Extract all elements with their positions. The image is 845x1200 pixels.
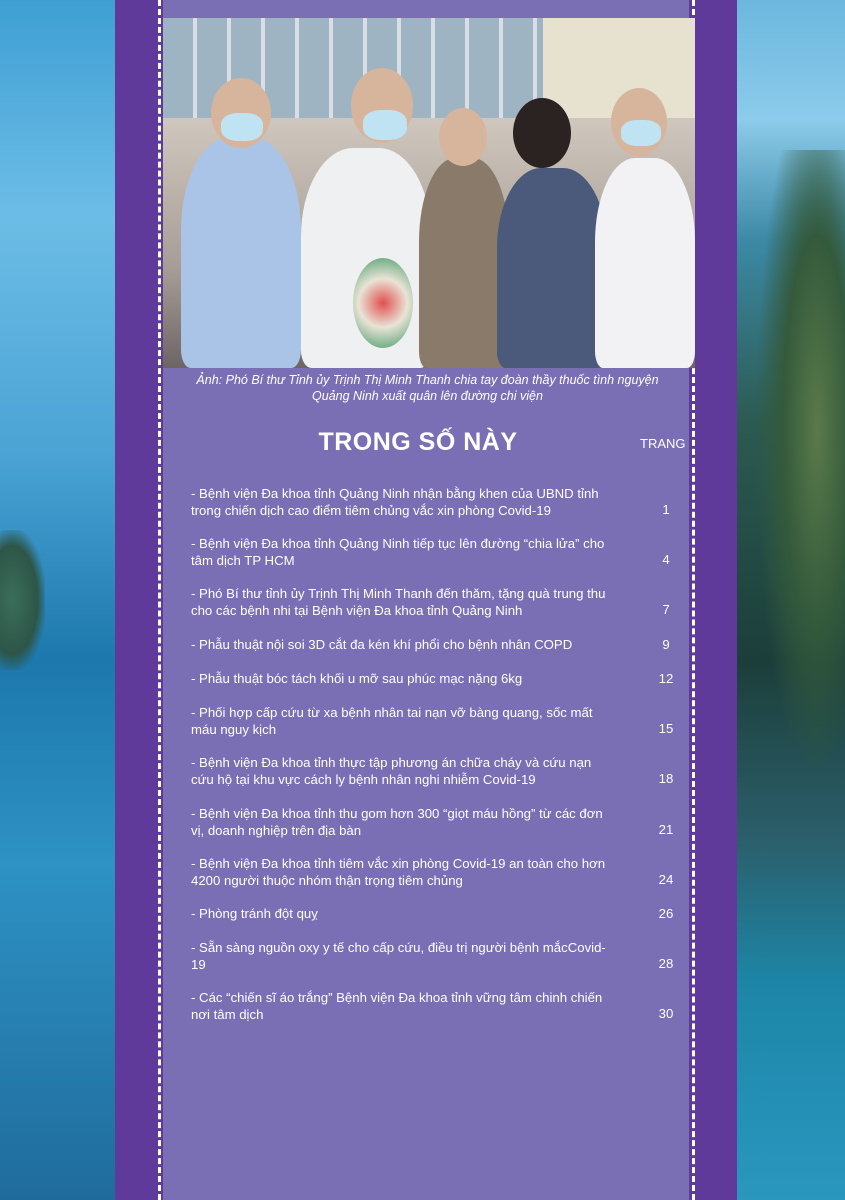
toc-entry-page: 12 [658,671,674,686]
photo-person [595,158,695,368]
sea-background-right [737,0,845,1200]
photo-flower-bouquet [353,258,413,348]
toc-entry-page: 4 [662,552,670,567]
toc-entry-line: trong chiến dịch cao điểm tiêm chủng vắc xin phòng Covid-19 [191,502,551,518]
toc-entry-page: 7 [662,602,670,617]
toc-entry-line: - Phòng tránh đột quỵ [191,906,318,921]
toc-entry-title [191,806,626,839]
toc-entry-line: - Phẫu thuật nội soi 3D cắt đa kén khí phổi cho bệnh nhân COPD [191,637,573,652]
toc-entry-title [191,637,626,654]
toc-entry-line: cho các bệnh nhi tại Bệnh viện Đa khoa tỉnh Quảng Ninh [191,602,523,618]
toc-title: TRONG SỐ NÀY [318,428,518,456]
toc-entry-title [191,671,626,688]
toc-entry-page: 30 [658,1006,674,1021]
toc-entry-title [191,586,626,619]
toc-entry-title [191,906,626,923]
toc-entry-title [191,486,626,519]
photo-caption [160,372,695,404]
photo-doctor-mask [363,110,407,140]
photo-person-mask [221,113,263,141]
photo-caption-line-2: Quảng Ninh xuất quân lên đường chi viện [312,389,543,403]
toc-entry-line: 19 [191,956,206,972]
photo-person-head [439,108,487,166]
toc-entry-line: nơi tâm dịch [191,1006,264,1022]
cover-photo [163,18,695,368]
toc-entry-line: - Sẵn sàng nguồn oxy y tế cho cấp cứu, điều trị người bệnh mắcCovid- [191,940,606,955]
toc-entry-page: 9 [662,637,670,652]
photo-person [419,158,509,368]
toc-entry-line: - Phối hợp cấp cứu từ xa bệnh nhân tai nạn vỡ bàng quang, sốc mất [191,705,593,720]
toc-entry-title [191,536,626,569]
toc-entry-line: - Bệnh viện Đa khoa tỉnh thu gom hơn 300 “giọt máu hồng” từ các đơn [191,806,603,821]
toc-entry-title [191,856,626,889]
toc-entry-line: - Bệnh viện Đa khoa tỉnh Quảng Ninh nhận bằng khen của UBND tỉnh [191,486,599,501]
toc-entry-title [191,940,626,973]
toc-entry-line: - Bệnh viện Đa khoa tỉnh tiêm vắc xin phòng Covid-19 an toàn cho hơn [191,856,606,871]
toc-entry-line: - Bệnh viện Đa khoa tỉnh thực tập phương án chữa cháy và cứu nạn [191,755,592,770]
toc-entry-line: - Phẫu thuật bóc tách khối u mỡ sau phúc mạc nặng 6kg [191,671,523,686]
photo-person [181,138,301,368]
toc-entry-line: - Bệnh viện Đa khoa tỉnh Quảng Ninh tiếp tục lên đường “chia lửa” cho [191,536,605,551]
toc-entry-page: 18 [658,771,674,786]
toc-entry-page: 21 [658,822,674,837]
toc-entry-page: 15 [658,721,674,736]
toc-entry-title [191,755,626,788]
toc-entry-title [191,705,626,738]
toc-entry-line: - Phó Bí thư tỉnh ủy Trịnh Thị Minh Thanh đến thăm, tặng quà trung thu [191,586,606,601]
toc-entry-line: cứu hộ tại khu vực cách ly bệnh nhân nghi nhiễm Covid-19 [191,771,536,787]
toc-page-header: TRANG [640,436,686,451]
toc-entry-line: - Các “chiến sĩ áo trắng” Bệnh viện Đa khoa tỉnh vững tâm chinh chiến [191,990,603,1005]
toc-entry-title [191,990,626,1023]
purple-band-right [689,0,737,1200]
toc-entry-page: 24 [658,872,674,887]
photo-official-head [513,98,571,168]
photo-official [497,168,607,368]
toc-entry-page: 1 [662,502,670,517]
sea-background-left [0,0,115,1200]
toc-entry-line: vị, doanh nghiệp trên địa bàn [191,822,362,838]
photo-person-mask [621,120,661,146]
photo-caption-line-1: Ảnh: Phó Bí thư Tỉnh ủy Trịnh Thị Minh Thanh chia tay đoàn thầy thuốc tình nguyện [196,373,659,387]
island-image [0,530,45,670]
purple-band-left [115,0,163,1200]
toc-entry-page: 28 [658,956,674,971]
toc-entry-line: tâm dịch TP HCM [191,552,295,568]
toc-entry-line: 4200 người thuộc nhóm thận trọng tiêm chủng [191,872,463,888]
toc-entry-page: 26 [658,906,674,921]
toc-entry-line: máu nguy kịch [191,721,277,737]
dashed-border-left [158,0,161,1200]
limestone-cliff-image [757,150,845,770]
